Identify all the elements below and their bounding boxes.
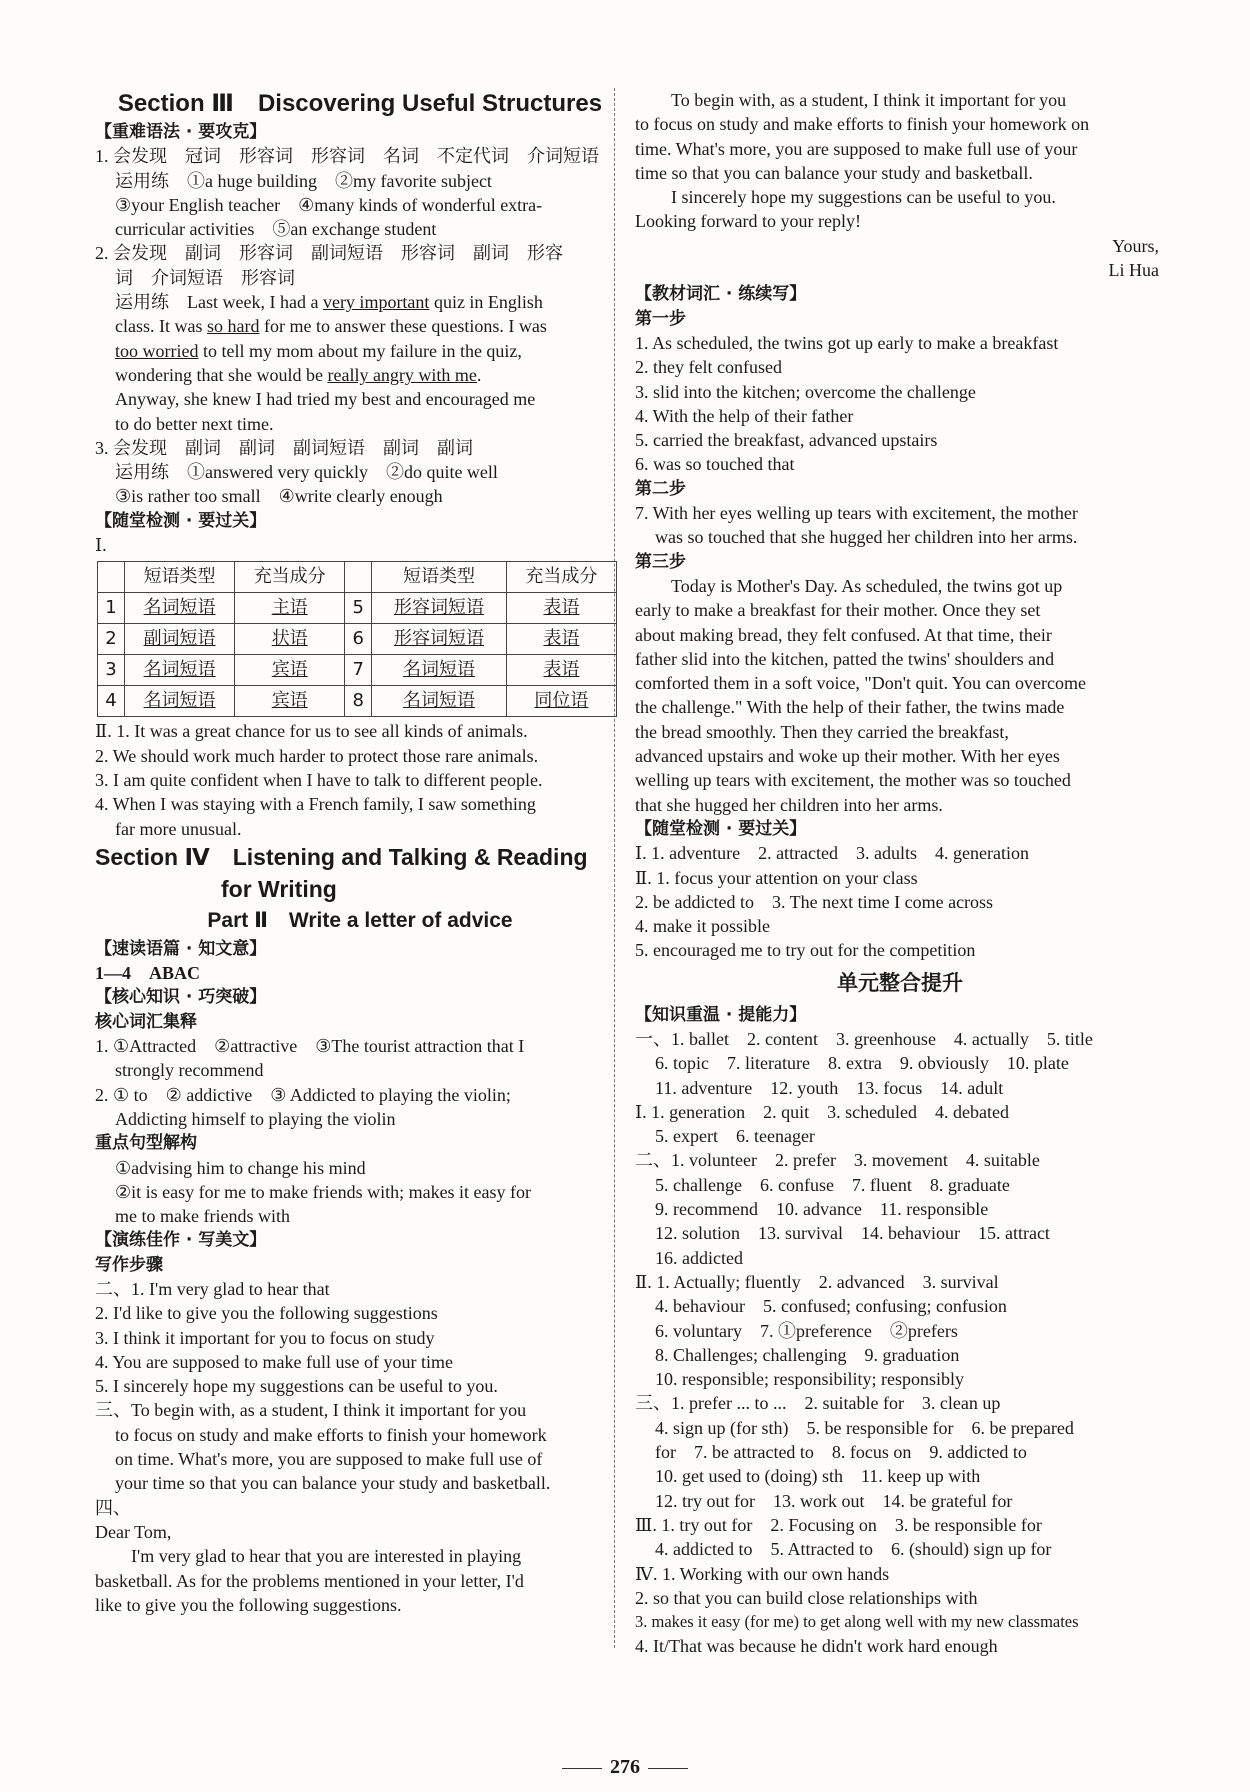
table-cell: 2 — [98, 624, 125, 655]
page-number: 276 — [0, 1756, 1250, 1779]
heading-check: 【随堂检测 · 要过关】 — [95, 510, 267, 531]
step-answer: 5. I sincerely hope my suggestions can be useful to you. — [95, 1376, 498, 1397]
section3-title: Section Ⅲ Discovering Useful Structures — [117, 90, 603, 117]
table-cell: 同位语 — [506, 686, 616, 717]
review-line: 10. responsible; responsibility; responsibly — [655, 1369, 964, 1390]
review-line: 5. expert 6. teenager — [655, 1126, 815, 1147]
table-header-cell: 短语类型 — [125, 562, 235, 593]
step-answer: 4. You are supposed to make full use of your time — [95, 1351, 453, 1372]
pattern-answer: ②it is easy for me to make friends with; makes it easy for — [115, 1181, 532, 1202]
heading-textbook-vocab: 【教材词汇 · 练续写】 — [635, 284, 807, 305]
review-line: 4. behaviour 5. confused; confusing; confusion — [655, 1296, 1007, 1317]
phrase-table — [97, 561, 617, 717]
review-line: 5. challenge 6. confuse 7. fluent 8. graduate — [655, 1174, 1010, 1195]
letter-body: to focus on study and make efforts to finish your homework on — [635, 114, 1090, 135]
review-line: 一、1. ballet 2. content 3. greenhouse 4. actually 5. title — [635, 1028, 1093, 1049]
review-line: 3. makes it easy (for me) to get along well with my new classmates — [635, 1612, 1079, 1632]
table-cell: 状语 — [235, 624, 345, 655]
grammar-2-practice: Anyway, she knew I had tried my best and encouraged me — [115, 389, 536, 410]
review-line: Ⅱ. 1. Actually; fluently 2. advanced 3. survival — [635, 1271, 999, 1292]
step-answer: 1. As scheduled, the twins got up early to make a breakfast — [635, 332, 1059, 353]
table-cell: 名词短语 — [372, 686, 507, 717]
step-answer: 5. carried the breakfast, advanced upstairs — [635, 430, 938, 451]
review-line: 4. sign up (for sth) 5. be responsible for 6. be prepared — [655, 1417, 1074, 1438]
table-header-cell: 短语类型 — [372, 562, 507, 593]
vocab-answer: Addicting himself to playing the violin — [115, 1108, 396, 1129]
table-cell: 表语 — [506, 655, 616, 686]
step-answer: 2. I'd like to give you the following suggestions — [95, 1303, 438, 1324]
grammar-3-practice: 运用练 ①answered very quickly ②do quite well — [115, 462, 498, 483]
review-line: 9. recommend 10. advance 11. responsible — [655, 1199, 989, 1220]
right-column — [635, 88, 1165, 1659]
table-cell: 形容词短语 — [372, 624, 507, 655]
story-line: Today is Mother's Day. As scheduled, the twins got up — [671, 575, 1063, 596]
table-cell: 7 — [345, 655, 372, 686]
step-answer: 6. was so touched that — [635, 454, 795, 475]
heading-grammar: 【重难语法 · 要攻克】 — [95, 122, 267, 142]
table-row — [98, 686, 617, 717]
grammar-2-practice: to do better next time. — [115, 413, 274, 434]
table-row — [98, 624, 617, 655]
check-answer: 2. be addicted to 3. The next time I come across — [635, 891, 994, 912]
letter-signature: Li Hua — [1108, 260, 1159, 281]
review-line: 12. solution 13. survival 14. behaviour 15. attract — [655, 1223, 1050, 1244]
table-cell: 8 — [345, 686, 372, 717]
story-line: that she hugged her children into her arms. — [635, 794, 943, 815]
vocab-answer: 1. ①Attracted ②attractive ③The tourist attraction that I — [95, 1036, 525, 1057]
step-two-label: 第二步 — [635, 478, 686, 499]
heading-writing: 【演练佳作 · 写美文】 — [95, 1230, 267, 1251]
review-line: 2. so that you can build close relationships with — [635, 1587, 978, 1608]
table-cell: 表语 — [506, 593, 616, 624]
review-line: 二、1. volunteer 2. prefer 3. movement 4. suitable — [635, 1150, 1040, 1171]
review-line: 三、1. prefer ... to ... 2. suitable for 3. clean up — [635, 1393, 1001, 1414]
section4-title: Section Ⅳ Listening and Talking & Reading — [95, 843, 588, 870]
grammar-2-line: 2. 会发现 副词 形容词 副词短语 形容词 副词 形容 — [95, 243, 563, 264]
letter-body: Looking forward to your reply! — [635, 211, 861, 232]
heading-core: 【核心知识 · 巧突破】 — [95, 987, 267, 1008]
table-cell: 表语 — [506, 624, 616, 655]
sub-steps: 写作步骤 — [95, 1254, 163, 1275]
step-four: 四、 — [95, 1497, 131, 1518]
step-three: to focus on study and make efforts to finish your homework — [115, 1424, 547, 1445]
sub-vocab: 核心词汇集释 — [95, 1011, 197, 1032]
table-cell: 5 — [345, 593, 372, 624]
table-header-cell — [98, 562, 125, 593]
step-answer: was so touched that she hugged her children into her arms. — [655, 527, 1078, 548]
pattern-answer: me to make friends with — [115, 1206, 290, 1227]
ii-answer: 4. When I was staying with a French family, I saw something — [95, 794, 536, 815]
letter-closing: Yours, — [1112, 235, 1159, 256]
grammar-2-practice: class. It was so hard for me to answer these questions. I was — [115, 316, 547, 337]
table-cell: 4 — [98, 686, 125, 717]
check-answer: Ⅰ. 1. adventure 2. attracted 3. adults 4. generation — [635, 843, 1029, 864]
table-cell: 副词短语 — [125, 624, 235, 655]
table-cell: 名词短语 — [125, 655, 235, 686]
ii-answer: far more unusual. — [115, 818, 242, 839]
section4-title-cont: for Writing — [221, 875, 337, 902]
step-answer: 二、1. I'm very glad to hear that — [95, 1278, 330, 1299]
story-line: comforted them in a soft voice, "Don't quit. You can overcome — [635, 673, 1086, 694]
review-line: 10. get used to (doing) sth 11. keep up with — [655, 1466, 981, 1487]
table-cell: 3 — [98, 655, 125, 686]
heading-speed-read: 【速读语篇 · 知文意】 — [95, 938, 267, 959]
step-answer: 2. they felt confused — [635, 357, 782, 378]
part2-title: Part Ⅱ Write a letter of advice — [207, 908, 513, 932]
speed-answer: 1—4 ABAC — [95, 963, 201, 984]
review-line: 4. addicted to 5. Attracted to 6. (should) sign up for — [655, 1539, 1052, 1560]
step-three-label: 第三步 — [635, 551, 686, 572]
step-one-label: 第一步 — [635, 308, 686, 329]
review-line: Ⅳ. 1. Working with our own hands — [635, 1563, 890, 1584]
step-answer: 4. With the help of their father — [635, 405, 854, 426]
left-column — [95, 88, 625, 1617]
letter-greeting: Dear Tom, — [95, 1521, 172, 1542]
grammar-3-practice: ③is rather too small ④write clearly enough — [115, 486, 443, 507]
table-cell: 名词短语 — [125, 593, 235, 624]
ii-answer: 3. I am quite confident when I have to talk to different people. — [95, 769, 543, 790]
step-answer: 3. slid into the kitchen; overcome the challenge — [635, 381, 976, 402]
vocab-answer: 2. ① to ② addictive ③ Addicted to playing the violin; — [95, 1084, 511, 1105]
check-answer: Ⅱ. 1. focus your attention on your class — [635, 867, 918, 888]
unit-title: 单元整合提升 — [837, 970, 963, 995]
pattern-answer: ①advising him to change his mind — [115, 1157, 366, 1178]
story-line: father slid into the kitchen, patted the twins' shoulders and — [635, 648, 1055, 669]
check-answer: 5. encouraged me to try out for the competition — [635, 940, 976, 961]
story-line: the bread smoothly. Then they carried the breakfast, — [635, 721, 1009, 742]
table-cell: 6 — [345, 624, 372, 655]
letter-body: time so that you can balance your study and basketball. — [635, 162, 1033, 183]
review-line: 6. voluntary 7. ①preference ②prefers — [655, 1320, 958, 1341]
letter-body: To begin with, as a student, I think it important for you — [671, 90, 1067, 110]
ii-answer: Ⅱ. 1. It was a great chance for us to see all kinds of animals. — [95, 721, 528, 742]
review-line: 11. adventure 12. youth 13. focus 14. adult — [655, 1077, 1004, 1098]
table-cell: 宾语 — [235, 686, 345, 717]
table-cell: 宾语 — [235, 655, 345, 686]
story-line: welling up tears with excitement, the mother was so touched — [635, 770, 1071, 791]
table-cell: 1 — [98, 593, 125, 624]
step-three: your time so that you can balance your study and basketball. — [115, 1473, 551, 1494]
story-line: the challenge." With the help of their father, the twins made — [635, 697, 1065, 718]
table-header-cell — [345, 562, 372, 593]
table-cell: 形容词短语 — [372, 593, 507, 624]
grammar-2-practice: 运用练 Last week, I had a very important quiz in English — [115, 292, 543, 313]
step-three: 三、To begin with, as a student, I think it important for you — [95, 1400, 527, 1421]
ii-answer: 2. We should work much harder to protect those rare animals. — [95, 745, 539, 766]
grammar-1-line: 1. 会发现 冠词 形容词 形容词 名词 不定代词 介词短语 — [95, 146, 599, 167]
grammar-1-practice: curricular activities ⑤an exchange student — [115, 219, 437, 240]
table-cell: 名词短语 — [372, 655, 507, 686]
grammar-1-practice: 运用练 ①a huge building ②my favorite subject — [115, 170, 492, 191]
letter-body: basketball. As for the problems mentioned in your letter, I'd — [95, 1570, 524, 1591]
letter-body: time. What's more, you are supposed to make full use of your — [635, 138, 1078, 159]
table-cell: 名词短语 — [125, 686, 235, 717]
review-line: 4. It/That was because he didn't work hard enough — [635, 1636, 998, 1657]
letter-body: I sincerely hope my suggestions can be useful to you. — [671, 187, 1056, 208]
letter-body: like to give you the following suggestions. — [95, 1594, 402, 1615]
table-header-row — [98, 562, 617, 593]
grammar-1-practice: ③your English teacher ④many kinds of wonderful extra- — [115, 194, 543, 215]
table-header-cell: 充当成分 — [235, 562, 345, 593]
table-cell: 主语 — [235, 593, 345, 624]
sub-pattern: 重点句型解构 — [95, 1133, 197, 1154]
review-line: 8. Challenges; challenging 9. graduation — [655, 1344, 960, 1365]
roman-one: Ⅰ. — [95, 535, 107, 556]
grammar-2-practice: too worried to tell my mom about my failure in the quiz, — [115, 340, 522, 361]
review-line: 6. topic 7. literature 8. extra 9. obviously 10. plate — [655, 1053, 1069, 1074]
grammar-2-practice: wondering that she would be really angry with me. — [115, 364, 482, 385]
step-answer: 3. I think it important for you to focus on study — [95, 1327, 435, 1348]
story-line: early to make a breakfast for their mother. Once they set — [635, 600, 1041, 621]
heading-review: 【知识重温 · 提能力】 — [635, 1004, 807, 1025]
story-line: about making bread, they felt confused. At that time, their — [635, 624, 1052, 645]
letter-body: I'm very glad to hear that you are interested in playing — [131, 1546, 522, 1567]
review-line: Ⅰ. 1. generation 2. quit 3. scheduled 4. debated — [635, 1101, 1010, 1122]
review-line: for 7. be attracted to 8. focus on 9. addicted to — [655, 1442, 1027, 1463]
grammar-2-line: 词 介词短语 形容词 — [115, 267, 295, 288]
table-header-cell: 充当成分 — [506, 562, 616, 593]
table-row — [98, 593, 617, 624]
heading-check: 【随堂检测 · 要过关】 — [635, 818, 807, 839]
check-answer: 4. make it possible — [635, 916, 770, 937]
story-line: advanced upstairs and woke up their mother. With her eyes — [635, 746, 1060, 767]
step-answer: 7. With her eyes welling up tears with excitement, the mother — [635, 503, 1078, 524]
table-row — [98, 655, 617, 686]
review-line: Ⅲ. 1. try out for 2. Focusing on 3. be responsible for — [635, 1514, 1042, 1535]
vocab-answer: strongly recommend — [115, 1060, 264, 1081]
step-three: on time. What's more, you are supposed to make full use of — [115, 1449, 543, 1470]
grammar-3-line: 3. 会发现 副词 副词 副词短语 副词 副词 — [95, 437, 473, 458]
review-line: 12. try out for 13. work out 14. be grateful for — [655, 1490, 1013, 1511]
review-line: 16. addicted — [655, 1247, 743, 1268]
